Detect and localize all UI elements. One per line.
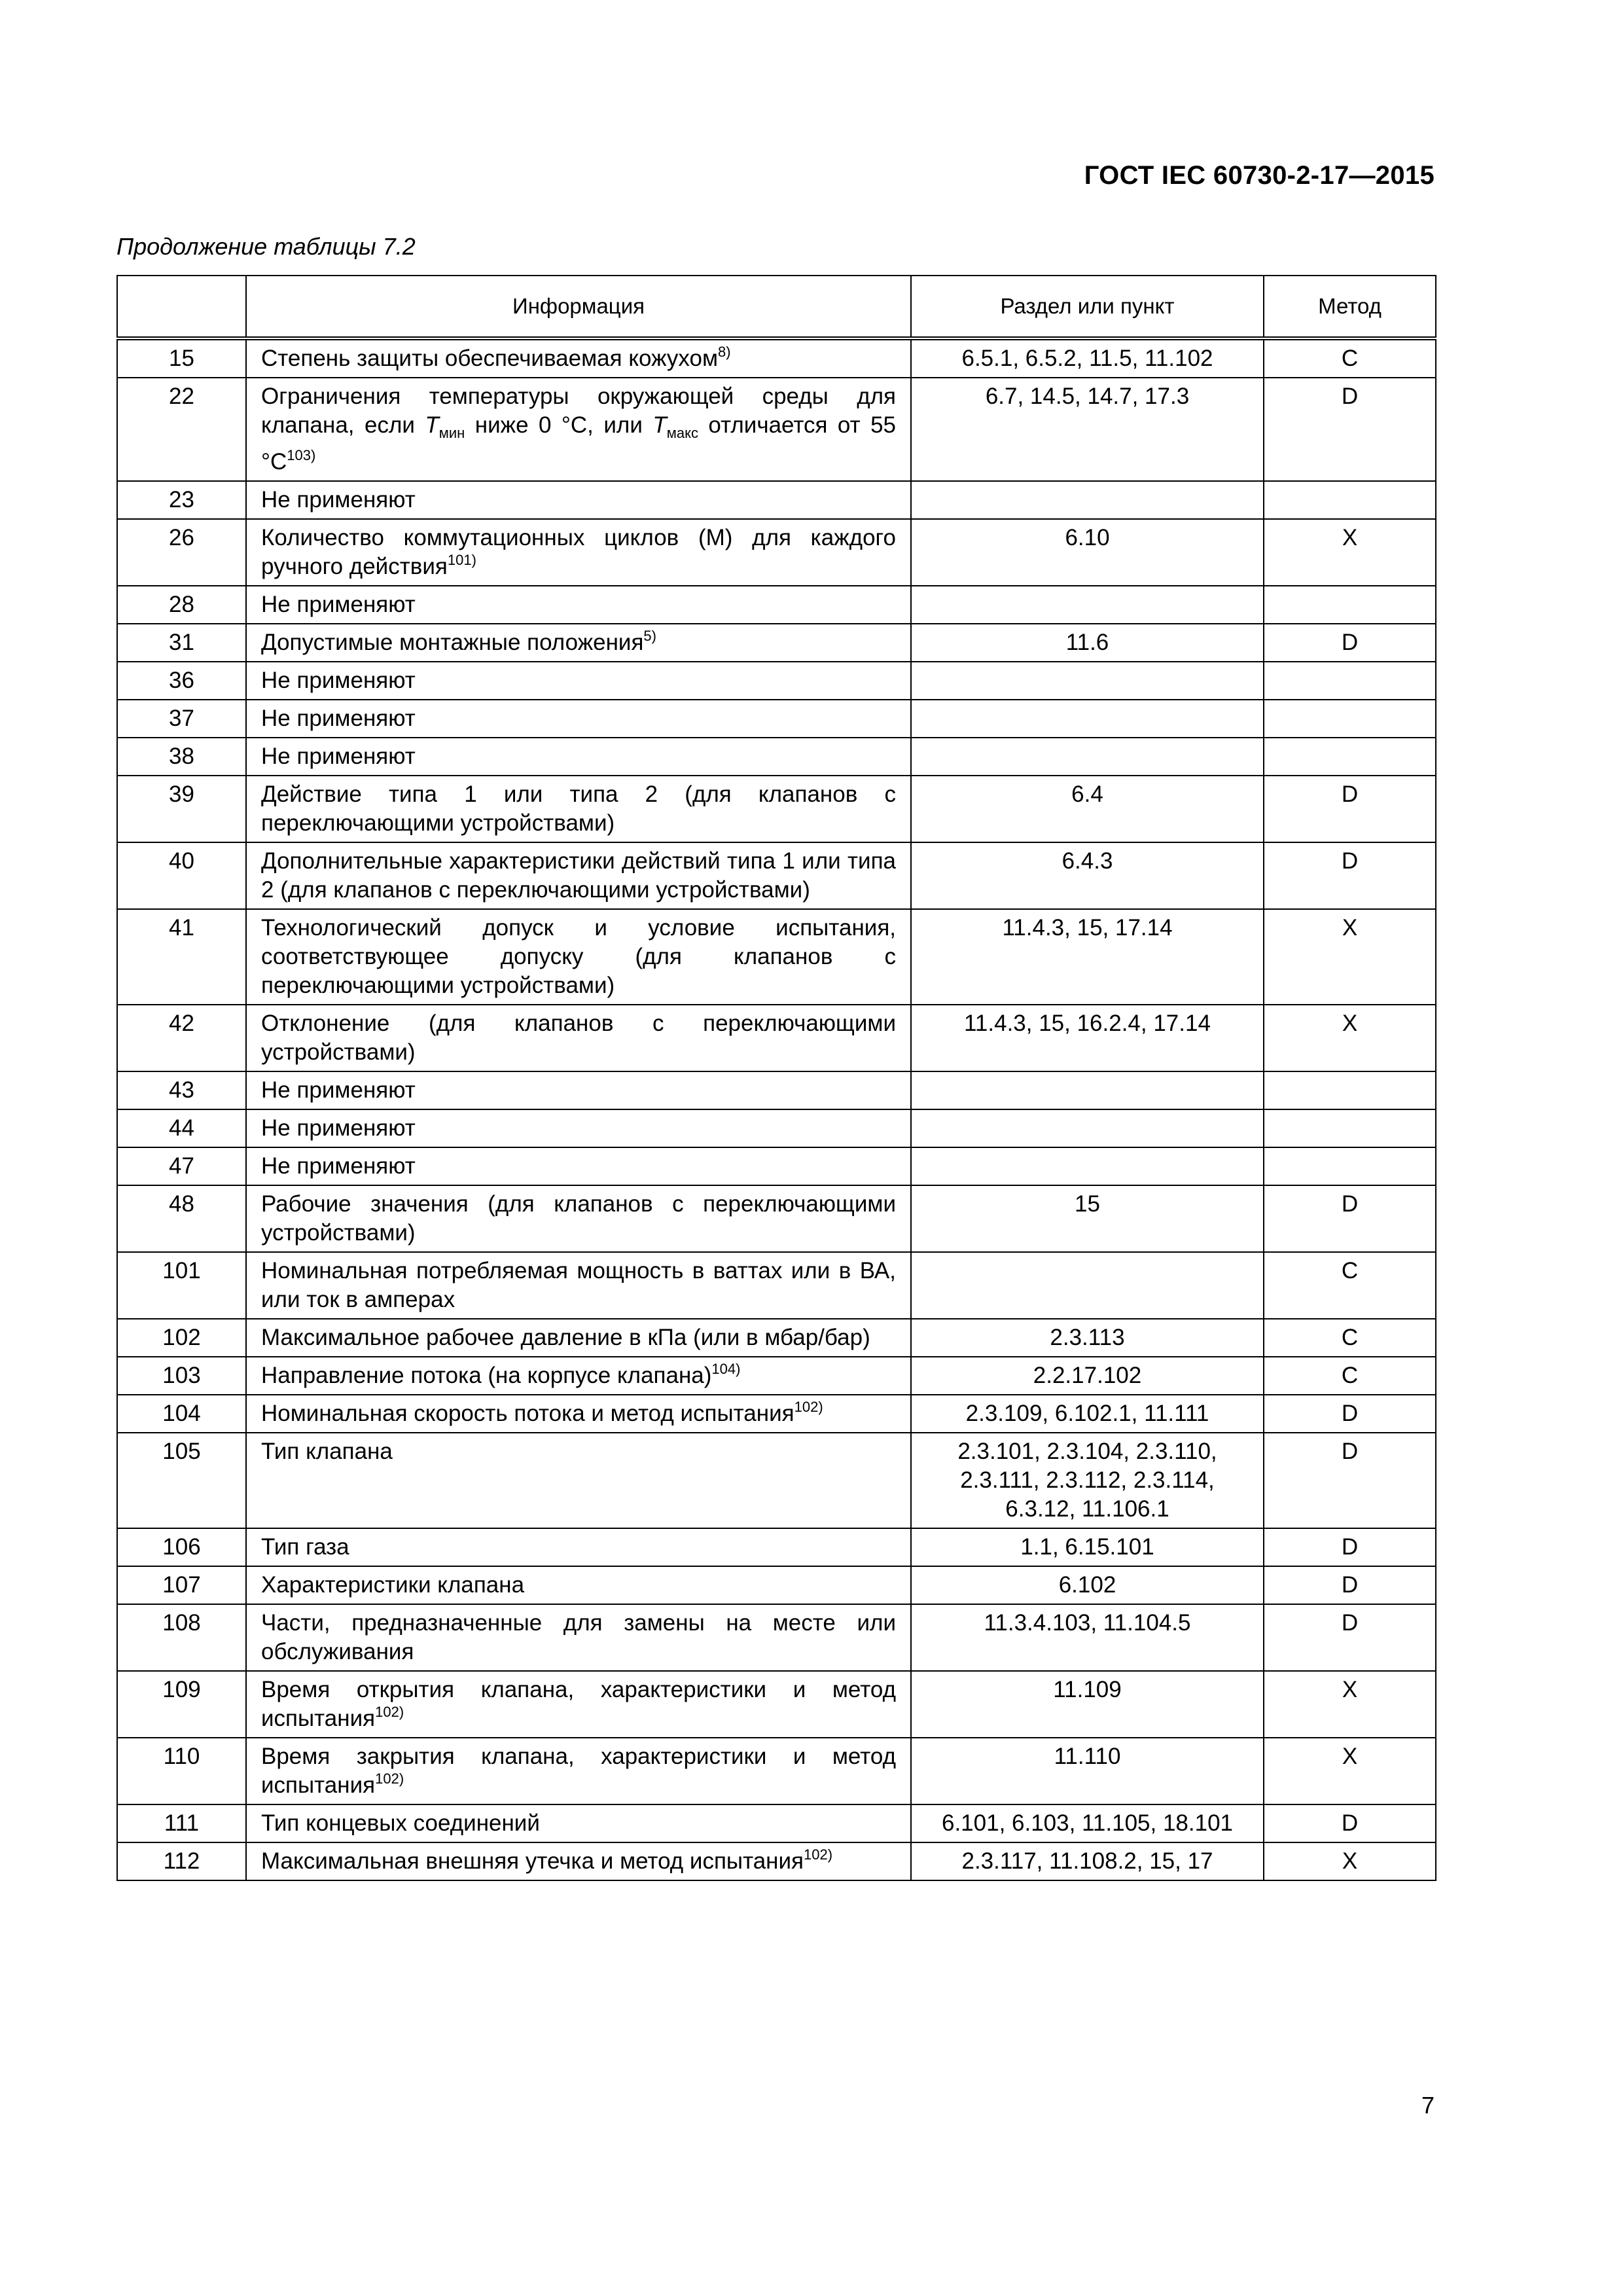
table-row <box>117 1071 1436 1109</box>
information-text: Не применяют <box>261 487 416 512</box>
row-information <box>246 1395 911 1433</box>
row-information <box>246 738 911 776</box>
row-number: 47 <box>117 1147 246 1185</box>
row-information <box>246 1738 911 1804</box>
row-section: 11.4.3, 15, 17.14 <box>911 909 1264 1005</box>
row-number: 43 <box>117 1071 246 1109</box>
row-number: 109 <box>117 1671 246 1738</box>
table-row <box>117 1604 1436 1671</box>
page-number: 7 <box>1421 2092 1435 2119</box>
row-method: D <box>1264 1528 1436 1566</box>
table-row <box>117 1804 1436 1842</box>
information-text: Не применяют <box>261 706 416 731</box>
table-row <box>117 842 1436 909</box>
table-row <box>117 1528 1436 1566</box>
row-section <box>911 1109 1264 1147</box>
row-number: 26 <box>117 519 246 586</box>
row-number: 107 <box>117 1566 246 1604</box>
row-method: X <box>1264 519 1436 586</box>
row-section: 11.6 <box>911 624 1264 662</box>
table-row <box>117 776 1436 842</box>
footnote-reference: 8) <box>718 344 731 360</box>
row-section <box>911 586 1264 624</box>
information-text: Направление потока (на корпусе клапана) <box>261 1363 712 1388</box>
row-information <box>246 624 911 662</box>
information-text: Дополнительные характеристики действий типа 1 или типа 2 (для клапанов с переключающими устройствами) <box>261 848 896 903</box>
row-section <box>911 1071 1264 1109</box>
row-method: C <box>1264 1252 1436 1319</box>
row-number: 48 <box>117 1185 246 1252</box>
footnote-reference: 104) <box>711 1361 741 1377</box>
row-method: X <box>1264 1005 1436 1071</box>
row-number: 108 <box>117 1604 246 1671</box>
table-row <box>117 1319 1436 1357</box>
row-information <box>246 662 911 700</box>
table-row <box>117 378 1436 481</box>
row-section: 1.1, 6.15.101 <box>911 1528 1264 1566</box>
row-information <box>246 481 911 519</box>
row-number: 38 <box>117 738 246 776</box>
row-method: D <box>1264 378 1436 481</box>
row-method <box>1264 700 1436 738</box>
table-row <box>117 519 1436 586</box>
row-information <box>246 1185 911 1252</box>
table-row <box>117 1671 1436 1738</box>
row-method: D <box>1264 624 1436 662</box>
table-body <box>117 338 1436 1880</box>
table-row <box>117 1842 1436 1880</box>
specification-table <box>116 275 1436 1881</box>
row-number: 28 <box>117 586 246 624</box>
row-method <box>1264 662 1436 700</box>
table-row <box>117 662 1436 700</box>
table-row <box>117 1395 1436 1433</box>
row-method: C <box>1264 1319 1436 1357</box>
row-number: 23 <box>117 481 246 519</box>
row-information <box>246 1005 911 1071</box>
information-text: Тип концевых соединений <box>261 1810 540 1836</box>
information-text: Не применяют <box>261 668 416 693</box>
information-text: Не применяют <box>261 744 416 769</box>
row-method: D <box>1264 842 1436 909</box>
row-information <box>246 519 911 586</box>
row-number: 22 <box>117 378 246 481</box>
row-section: 11.110 <box>911 1738 1264 1804</box>
table-row <box>117 481 1436 519</box>
row-number: 110 <box>117 1738 246 1804</box>
table-row <box>117 700 1436 738</box>
row-method <box>1264 1109 1436 1147</box>
table-row <box>117 1185 1436 1252</box>
table-row <box>117 1005 1436 1071</box>
row-information <box>246 776 911 842</box>
row-information <box>246 378 911 481</box>
row-information <box>246 1147 911 1185</box>
row-number: 40 <box>117 842 246 909</box>
row-method: D <box>1264 1395 1436 1433</box>
row-information <box>246 842 911 909</box>
row-section: 6.101, 6.103, 11.105, 18.101 <box>911 1804 1264 1842</box>
row-method: X <box>1264 1738 1436 1804</box>
row-section: 2.3.117, 11.108.2, 15, 17 <box>911 1842 1264 1880</box>
row-method: D <box>1264 1185 1436 1252</box>
row-method <box>1264 481 1436 519</box>
table-row <box>117 1109 1436 1147</box>
information-text: Тип клапана <box>261 1439 393 1464</box>
table-row <box>117 1357 1436 1395</box>
information-text: Технологический допуск и условие испытания, соответствующее допуску (для клапанов с переключающими устройствами) <box>261 915 896 998</box>
document-id-header: ГОСТ IEC 60730-2-17—2015 <box>1084 161 1435 190</box>
information-text: Ограничения температуры окружающей среды для клапана, если $T_{мин}$ ниже 0 °C, или $T_{макс}$ отличается от 55 °C <box>261 384 896 475</box>
footnote-reference: 102) <box>375 1770 404 1787</box>
row-number: 44 <box>117 1109 246 1147</box>
row-information <box>246 1842 911 1880</box>
table-row <box>117 1566 1436 1604</box>
information-text: Номинальная скорость потока и метод испытания <box>261 1401 794 1426</box>
table-row <box>117 1738 1436 1804</box>
row-section: 11.3.4.103, 11.104.5 <box>911 1604 1264 1671</box>
row-number: 39 <box>117 776 246 842</box>
row-section: 11.4.3, 15, 16.2.4, 17.14 <box>911 1005 1264 1071</box>
row-number: 102 <box>117 1319 246 1357</box>
row-method: C <box>1264 1357 1436 1395</box>
row-method: X <box>1264 1842 1436 1880</box>
header-information: Информация <box>246 276 911 338</box>
row-section <box>911 662 1264 700</box>
row-section <box>911 700 1264 738</box>
information-text: Тип газа <box>261 1534 349 1560</box>
information-text: Не применяют <box>261 592 416 617</box>
row-information <box>246 1071 911 1109</box>
row-method <box>1264 738 1436 776</box>
information-text: Время закрытия клапана, характеристики и метод испытания <box>261 1744 896 1798</box>
information-text: Не применяют <box>261 1077 416 1103</box>
row-method: D <box>1264 776 1436 842</box>
information-text: Максимальная внешняя утечка и метод испытания <box>261 1848 804 1874</box>
row-information <box>246 1528 911 1566</box>
header-number <box>117 276 246 338</box>
row-information <box>246 586 911 624</box>
row-number: 104 <box>117 1395 246 1433</box>
row-method <box>1264 1071 1436 1109</box>
row-number: 37 <box>117 700 246 738</box>
footnote-reference: 5) <box>643 628 656 644</box>
table-row <box>117 586 1436 624</box>
row-number: 106 <box>117 1528 246 1566</box>
footnote-reference: 102) <box>375 1704 404 1720</box>
row-number: 36 <box>117 662 246 700</box>
table-header-row <box>117 276 1436 338</box>
row-section: 6.5.1, 6.5.2, 11.5, 11.102 <box>911 338 1264 378</box>
row-information <box>246 1252 911 1319</box>
row-section: 6.102 <box>911 1566 1264 1604</box>
row-information <box>246 1433 911 1528</box>
row-section: 6.4 <box>911 776 1264 842</box>
row-information <box>246 909 911 1005</box>
row-method: X <box>1264 909 1436 1005</box>
information-text: Рабочие значения (для клапанов с переключающими устройствами) <box>261 1191 896 1246</box>
information-text: Действие типа 1 или типа 2 (для клапанов с переключающими устройствами) <box>261 781 896 836</box>
row-section <box>911 1147 1264 1185</box>
row-method: D <box>1264 1804 1436 1842</box>
information-text: Не применяют <box>261 1115 416 1141</box>
row-method: X <box>1264 1671 1436 1738</box>
row-number: 112 <box>117 1842 246 1880</box>
table-row <box>117 1147 1436 1185</box>
row-method <box>1264 1147 1436 1185</box>
row-number: 111 <box>117 1804 246 1842</box>
table-row <box>117 909 1436 1005</box>
information-text: Количество коммутационных циклов (M) для каждого ручного действия <box>261 525 896 579</box>
row-method: D <box>1264 1433 1436 1528</box>
row-section <box>911 481 1264 519</box>
row-section <box>911 1252 1264 1319</box>
row-number: 31 <box>117 624 246 662</box>
information-text: Время открытия клапана, характеристики и метод испытания <box>261 1677 896 1731</box>
row-information <box>246 1319 911 1357</box>
row-information <box>246 700 911 738</box>
row-section: 2.3.101, 2.3.104, 2.3.110, 2.3.111, 2.3.112, 2.3.114, 6.3.12, 11.106.1 <box>911 1433 1264 1528</box>
row-method: C <box>1264 338 1436 378</box>
footnote-reference: 102) <box>804 1846 833 1863</box>
row-section: 2.2.17.102 <box>911 1357 1264 1395</box>
row-information <box>246 1109 911 1147</box>
row-section: 6.10 <box>911 519 1264 586</box>
table-row <box>117 738 1436 776</box>
row-number: 101 <box>117 1252 246 1319</box>
table-row <box>117 1252 1436 1319</box>
row-section: 15 <box>911 1185 1264 1252</box>
information-text: Не применяют <box>261 1153 416 1179</box>
information-text: Номинальная потребляемая мощность в ваттах или в ВА, или ток в амперах <box>261 1258 896 1312</box>
row-information <box>246 338 911 378</box>
information-text: Части, предназначенные для замены на месте или обслуживания <box>261 1610 896 1664</box>
row-section: 2.3.109, 6.102.1, 11.111 <box>911 1395 1264 1433</box>
information-text: Отклонение (для клапанов с переключающими устройствами) <box>261 1011 896 1065</box>
row-number: 42 <box>117 1005 246 1071</box>
information-text: Характеристики клапана <box>261 1572 525 1598</box>
row-method: D <box>1264 1604 1436 1671</box>
row-information <box>246 1566 911 1604</box>
row-section: 6.4.3 <box>911 842 1264 909</box>
footnote-reference: 103) <box>287 447 316 463</box>
row-information <box>246 1804 911 1842</box>
row-section: 2.3.113 <box>911 1319 1264 1357</box>
row-information <box>246 1604 911 1671</box>
row-method <box>1264 586 1436 624</box>
row-number: 103 <box>117 1357 246 1395</box>
information-text: Максимальное рабочее давление в кПа (или в мбар/бар) <box>261 1325 870 1350</box>
header-method: Метод <box>1264 276 1436 338</box>
row-number: 105 <box>117 1433 246 1528</box>
row-number: 15 <box>117 338 246 378</box>
row-number: 41 <box>117 909 246 1005</box>
table-row <box>117 338 1436 378</box>
table-row <box>117 1433 1436 1528</box>
row-section <box>911 738 1264 776</box>
footnote-reference: 102) <box>794 1399 823 1415</box>
row-information <box>246 1357 911 1395</box>
row-information <box>246 1671 911 1738</box>
row-section: 11.109 <box>911 1671 1264 1738</box>
table-row <box>117 624 1436 662</box>
information-text: Допустимые монтажные положения <box>261 630 644 655</box>
table-caption: Продолжение таблицы 7.2 <box>116 233 416 260</box>
row-section: 6.7, 14.5, 14.7, 17.3 <box>911 378 1264 481</box>
information-text: Степень защиты обеспечиваемая кожухом <box>261 346 719 371</box>
footnote-reference: 101) <box>447 552 476 568</box>
header-section: Раздел или пункт <box>911 276 1264 338</box>
row-method: D <box>1264 1566 1436 1604</box>
